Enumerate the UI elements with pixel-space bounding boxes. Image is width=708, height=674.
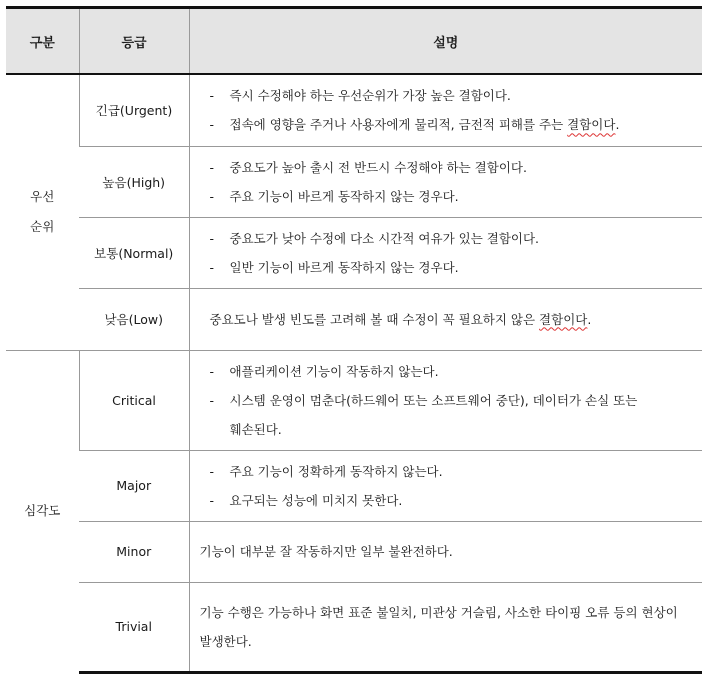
list-item: - 애플리케이션 기능이 작동하지 않는다. <box>200 357 693 386</box>
desc-low-text-c: . <box>587 311 592 327</box>
desc-urgent <box>189 74 702 146</box>
header-category: 구분 <box>6 8 79 75</box>
grade-major: Major <box>79 450 189 521</box>
desc-normal <box>189 217 702 288</box>
list-item: - 일반 기능이 바르게 동작하지 않는 경우다. <box>200 253 693 282</box>
grade-urgent: 긴급(Urgent) <box>79 74 189 146</box>
defect-classification-table <box>6 6 702 674</box>
list-item: - 시스템 운영이 멈춘다(하드웨어 또는 소프트웨어 중단), 데이터가 손실 또는 <box>200 386 693 415</box>
list-item-text: 접속에 영향을 주거나 사용자에게 물리적, 금전적 피해를 주는 <box>229 117 568 133</box>
list-item: - 주요 기능이 바르게 동작하지 않는 경우다. <box>200 182 693 211</box>
desc-low-text-a: 중요도나 발생 빈도를 고려해 볼 때 수정이 꼭 필요하지 않은 <box>209 311 540 327</box>
desc-minor-text: 기능이 대부분 잘 작동하지만 일부 불완전하다. <box>199 544 453 559</box>
category-severity: 심각도 <box>6 350 79 672</box>
grade-low: 낮음(Low) <box>79 288 189 350</box>
desc-trivial-line1: 기능 수행은 가능하나 화면 표준 불일치, 미관상 거슬림, 사소한 타이핑 오류 등의 현상이 <box>199 604 678 620</box>
grade-critical: Critical <box>79 350 189 450</box>
grade-normal: 보통(Normal) <box>79 217 189 288</box>
table-row <box>6 74 702 146</box>
header-row <box>6 8 702 75</box>
table-row <box>6 521 702 582</box>
header-description: 설명 <box>189 8 702 75</box>
category-priority-line1: 우선 <box>30 189 55 205</box>
table-row <box>6 146 702 217</box>
desc-high <box>189 146 702 217</box>
list-item-continuation: 훼손된다. <box>229 421 282 437</box>
grade-high: 높음(High) <box>79 146 189 217</box>
category-priority-line2: 순위 <box>30 219 55 235</box>
list-item: - 주요 기능이 정확하게 동작하지 않는다. <box>200 457 693 486</box>
header-grade: 등급 <box>79 8 189 75</box>
table-row <box>6 288 702 350</box>
desc-low-text <box>200 305 693 334</box>
desc-critical <box>189 350 702 450</box>
desc-low <box>189 288 702 350</box>
grade-trivial: Trivial <box>79 582 189 672</box>
list-item: - 즉시 수정해야 하는 우선순위가 가장 높은 결함이다. <box>200 81 693 110</box>
list-item: - 중요도가 높아 출시 전 반드시 수정해야 하는 결함이다. <box>200 153 693 182</box>
list-item <box>200 110 693 139</box>
table-row <box>6 582 702 672</box>
desc-trivial <box>189 582 702 672</box>
grade-minor: Minor <box>79 521 189 582</box>
desc-major <box>189 450 702 521</box>
spellcheck-word: 결함이다 <box>539 311 588 327</box>
desc-minor <box>189 521 702 582</box>
desc-trivial-line2: 발생한다. <box>199 633 252 649</box>
spellcheck-word: 결함이다 <box>567 117 616 133</box>
list-item-period: . <box>615 117 620 133</box>
table-row <box>6 350 702 450</box>
table-row <box>6 217 702 288</box>
category-priority <box>6 74 79 350</box>
table-row <box>6 450 702 521</box>
list-item: - 요구되는 성능에 미치지 못한다. <box>200 486 693 515</box>
list-item: - 중요도가 낮아 수정에 다소 시간적 여유가 있는 결함이다. <box>200 224 693 253</box>
